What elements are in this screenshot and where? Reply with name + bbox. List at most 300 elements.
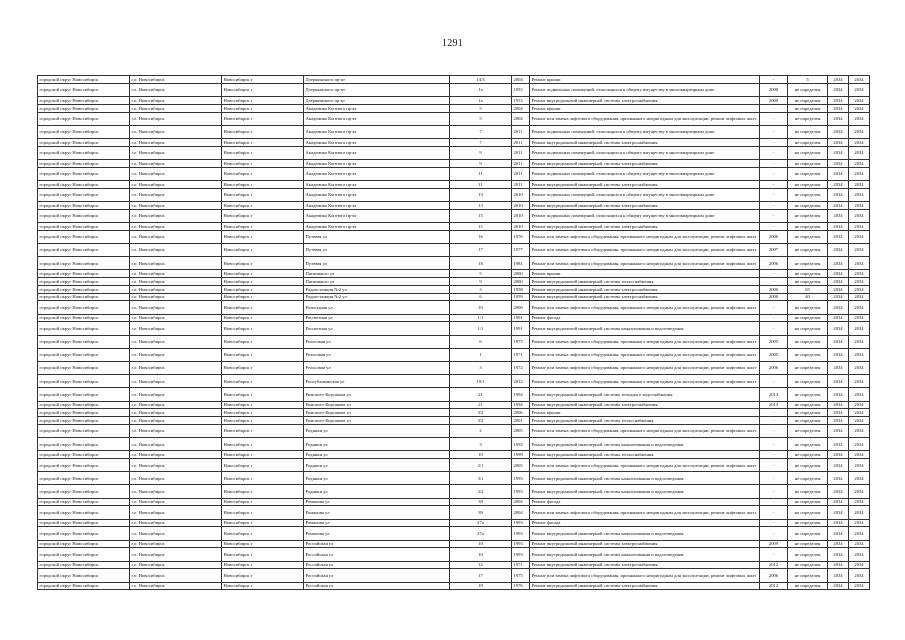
cell-locality: Новосибирск г — [222, 498, 304, 506]
cell-wear-level: не определен — [788, 540, 828, 548]
cell-plan-year-to: 2034 — [849, 76, 870, 84]
cell-house: 18 — [450, 257, 512, 270]
cell-year-built: 1977 — [512, 243, 530, 256]
cell-plan-year-to: 2034 — [849, 519, 870, 527]
cell-street: Академика Коптюга пр-кт — [304, 188, 450, 201]
cell-work-type: Ремонт или замена лифтового оборудования, признанного непригодным для эксплуатации, ремонт лифтовых шахт — [530, 301, 760, 314]
cell-settlement: г.о. Новосибирск — [130, 506, 222, 519]
cell-plan-year-to: 2034 — [849, 278, 870, 286]
cell-locality: Новосибирск г — [222, 335, 304, 348]
cell-house: 3 — [450, 361, 512, 374]
cell-house: 21 — [450, 388, 512, 401]
cell-work-type: Ремонт внутридомовой инженерной системы канализования и водоотведения — [530, 322, 760, 335]
cell-work-type: Ремонт крыши — [530, 76, 760, 84]
cell-plan-year-from: 2034 — [828, 388, 849, 401]
cell-last-repair-year: - — [760, 314, 788, 322]
cell-settlement: г.о. Новосибирск — [130, 348, 222, 361]
cell-year-built: 1993 — [512, 472, 530, 485]
cell-settlement: г.о. Новосибирск — [130, 209, 222, 222]
cell-street: Радиостанции №2 ул — [304, 285, 450, 293]
cell-locality: Новосибирск г — [222, 388, 304, 401]
cell-work-type: Ремонт внутридомовой инженерной системы электроснабжения — [530, 96, 760, 104]
cell-last-repair-year: - — [760, 519, 788, 527]
cell-plan-year-to: 2034 — [849, 322, 870, 335]
cell-locality: Новосибирск г — [222, 270, 304, 278]
cell-street: Академика Коптюга пр-кт — [304, 209, 450, 222]
cell-municipality: городской округ Новосибирск — [38, 76, 130, 84]
cell-wear-level: не определен — [788, 112, 828, 125]
cell-last-repair-year: 2005 — [760, 335, 788, 348]
cell-plan-year-from: 2034 — [828, 548, 849, 561]
cell-last-repair-year: - — [760, 322, 788, 335]
cell-wear-level: не определен — [788, 270, 828, 278]
cell-last-repair-year: - — [760, 424, 788, 437]
cell-settlement: г.о. Новосибирск — [130, 401, 222, 409]
cell-year-built: 2001 — [512, 417, 530, 425]
cell-street: Академика Коптюга пр-кт — [304, 112, 450, 125]
cell-wear-level: 40 — [788, 293, 828, 301]
cell-settlement: г.о. Новосибирск — [130, 388, 222, 401]
cell-plan-year-from: 2034 — [828, 401, 849, 409]
cell-street: Римского-Корсакова ул — [304, 409, 450, 417]
cell-year-built: 1981 — [512, 257, 530, 270]
table-row — [38, 459, 870, 472]
cell-house: 5 — [450, 112, 512, 125]
cell-plan-year-to: 2034 — [849, 167, 870, 180]
cell-municipality: городской округ Новосибирск — [38, 270, 130, 278]
cell-work-type: Ремонт внутридомовой инженерной системы электроснабжения — [530, 561, 760, 569]
table-row — [38, 112, 870, 125]
cell-wear-level: не определен — [788, 485, 828, 498]
cell-year-built: 1991 — [512, 322, 530, 335]
cell-plan-year-to: 2034 — [849, 527, 870, 540]
table-row — [38, 230, 870, 243]
table-row — [38, 96, 870, 104]
cell-locality: Новосибирск г — [222, 409, 304, 417]
cell-work-type: Ремонт внутридомовой инженерной системы электроснабжения — [530, 293, 760, 301]
cell-street: Академика Коптюга пр-кт — [304, 222, 450, 230]
cell-locality: Новосибирск г — [222, 138, 304, 146]
cell-settlement: г.о. Новосибирск — [130, 582, 222, 590]
cell-year-built: 2012 — [512, 375, 530, 388]
cell-settlement: г.о. Новосибирск — [130, 285, 222, 293]
cell-plan-year-from: 2034 — [828, 201, 849, 209]
cell-work-type: Ремонт внутридомовой инженерной системы теплоснабжения — [530, 417, 760, 425]
cell-plan-year-to: 2034 — [849, 96, 870, 104]
cell-municipality: городской округ Новосибирск — [38, 409, 130, 417]
cell-municipality: городской округ Новосибирск — [38, 180, 130, 188]
cell-last-repair-year: 2000 — [760, 83, 788, 96]
cell-wear-level: не определен — [788, 417, 828, 425]
cell-plan-year-from: 2034 — [828, 167, 849, 180]
table-row — [38, 375, 870, 388]
cell-last-repair-year: 2000 — [760, 285, 788, 293]
cell-house: 7 — [450, 125, 512, 138]
cell-year-built: 2004 — [512, 506, 530, 519]
cell-locality: Новосибирск г — [222, 112, 304, 125]
cell-work-type: Ремонт подвальных помещений, относящихся к общему имуществу в многоквартирном доме — [530, 209, 760, 222]
cell-locality: Новосибирск г — [222, 96, 304, 104]
table-row — [38, 201, 870, 209]
cell-locality: Новосибирск г — [222, 257, 304, 270]
cell-year-built: 2010 — [512, 188, 530, 201]
cell-work-type: Ремонт внутридомовой инженерной системы электроснабжения — [530, 401, 760, 409]
cell-house: 19 — [450, 582, 512, 590]
cell-last-repair-year: 2012 — [760, 561, 788, 569]
cell-wear-level: не определен — [788, 125, 828, 138]
cell-locality: Новосибирск г — [222, 459, 304, 472]
cell-locality: Новосибирск г — [222, 548, 304, 561]
cell-municipality: городской округ Новосибирск — [38, 104, 130, 112]
cell-work-type: Ремонт внутридомовой инженерной системы электроснабжения — [530, 159, 760, 167]
cell-plan-year-to: 2034 — [849, 201, 870, 209]
cell-house: 9 — [450, 278, 512, 286]
cell-street: Романова ул — [304, 498, 450, 506]
cell-plan-year-from: 2034 — [828, 96, 849, 104]
cell-plan-year-to: 2034 — [849, 285, 870, 293]
cell-plan-year-from: 2034 — [828, 230, 849, 243]
cell-plan-year-to: 2034 — [849, 83, 870, 96]
cell-plan-year-from: 2034 — [828, 293, 849, 301]
cell-house: 10/1 — [450, 375, 512, 388]
table-row — [38, 519, 870, 527]
cell-street: Российская ул — [304, 569, 450, 582]
cell-locality: Новосибирск г — [222, 180, 304, 188]
cell-municipality: городской округ Новосибирск — [38, 243, 130, 256]
cell-work-type: Ремонт подвальных помещений, относящихся к общему имуществу в многоквартирном доме — [530, 188, 760, 201]
table-row — [38, 138, 870, 146]
cell-municipality: городской округ Новосибирск — [38, 201, 130, 209]
cell-settlement: г.о. Новосибирск — [130, 438, 222, 451]
cell-year-built: 2004 — [512, 498, 530, 506]
table-row — [38, 540, 870, 548]
cell-municipality: городской округ Новосибирск — [38, 459, 130, 472]
cell-settlement: г.о. Новосибирск — [130, 459, 222, 472]
cell-municipality: городской округ Новосибирск — [38, 548, 130, 561]
cell-locality: Новосибирск г — [222, 301, 304, 314]
cell-plan-year-from: 2034 — [828, 314, 849, 322]
cell-plan-year-from: 2034 — [828, 424, 849, 437]
cell-year-built: 1993 — [512, 527, 530, 540]
cell-street: Путевая ул — [304, 257, 450, 270]
cell-last-repair-year: 2006 — [760, 361, 788, 374]
cell-street: Разъездная ул — [304, 301, 450, 314]
cell-municipality: городской округ Новосибирск — [38, 209, 130, 222]
cell-work-type: Ремонт фасада — [530, 314, 760, 322]
cell-last-repair-year: - — [760, 112, 788, 125]
cell-house: 3 — [450, 285, 512, 293]
cell-work-type: Ремонт внутридомовой инженерной системы электроснабжения — [530, 180, 760, 188]
cell-street: Радиостанции №2 ул — [304, 293, 450, 301]
cell-street: Академика Коптюга пр-кт — [304, 125, 450, 138]
cell-municipality: городской округ Новосибирск — [38, 335, 130, 348]
table-row — [38, 180, 870, 188]
cell-plan-year-to: 2034 — [849, 472, 870, 485]
cell-house: 3 — [450, 438, 512, 451]
table-row — [38, 314, 870, 322]
cell-locality: Новосибирск г — [222, 146, 304, 159]
cell-work-type: Ремонт внутридомовой инженерной системы канализования и водоотведения — [530, 527, 760, 540]
cell-house: 1а — [450, 96, 512, 104]
cell-year-built: 1994 — [512, 388, 530, 401]
cell-work-type: Ремонт внутридомовой инженерной системы канализования и водоотведения — [530, 438, 760, 451]
cell-settlement: г.о. Новосибирск — [130, 424, 222, 437]
cell-plan-year-to: 2034 — [849, 388, 870, 401]
cell-last-repair-year: - — [760, 201, 788, 209]
cell-settlement: г.о. Новосибирск — [130, 278, 222, 286]
cell-settlement: г.о. Новосибирск — [130, 243, 222, 256]
cell-wear-level: не определен — [788, 257, 828, 270]
cell-year-built: 2011 — [512, 167, 530, 180]
cell-settlement: г.о. Новосибирск — [130, 201, 222, 209]
cell-street: Родники ул — [304, 459, 450, 472]
cell-plan-year-from: 2034 — [828, 361, 849, 374]
cell-work-type: Ремонт крыши — [530, 270, 760, 278]
cell-house: 5 — [450, 104, 512, 112]
cell-municipality: городской округ Новосибирск — [38, 322, 130, 335]
cell-locality: Новосибирск г — [222, 76, 304, 84]
cell-street: Родники ул — [304, 451, 450, 459]
cell-municipality: городской округ Новосибирск — [38, 417, 130, 425]
cell-house: 9 — [450, 146, 512, 159]
cell-last-repair-year: 2013 — [760, 388, 788, 401]
cell-last-repair-year: - — [760, 527, 788, 540]
cell-wear-level: не определен — [788, 409, 828, 417]
cell-wear-level: не определен — [788, 335, 828, 348]
cell-municipality: городской округ Новосибирск — [38, 96, 130, 104]
cell-wear-level: не определен — [788, 188, 828, 201]
cell-settlement: г.о. Новосибирск — [130, 138, 222, 146]
cell-house: 10 — [450, 301, 512, 314]
cell-settlement: г.о. Новосибирск — [130, 361, 222, 374]
cell-work-type: Ремонт или замена лифтового оборудования, признанного непригодным для эксплуатации, ремонт лифтовых шахт — [530, 506, 760, 519]
cell-last-repair-year: - — [760, 270, 788, 278]
cell-work-type: Ремонт фасада — [530, 519, 760, 527]
cell-street: Путевая ул — [304, 243, 450, 256]
cell-plan-year-from: 2034 — [828, 76, 849, 84]
cell-plan-year-from: 2034 — [828, 498, 849, 506]
table-row — [38, 243, 870, 256]
cell-plan-year-from: 2034 — [828, 112, 849, 125]
table-row — [38, 417, 870, 425]
cell-street: Романова ул — [304, 506, 450, 519]
cell-settlement: г.о. Новосибирск — [130, 548, 222, 561]
page-number: 1291 — [441, 38, 464, 49]
cell-locality: Новосибирск г — [222, 293, 304, 301]
cell-street: Рельсовая ул — [304, 335, 450, 348]
cell-house: 9 — [450, 159, 512, 167]
cell-last-repair-year: 2000 — [760, 96, 788, 104]
cell-plan-year-from: 2034 — [828, 270, 849, 278]
cell-last-repair-year: - — [760, 459, 788, 472]
cell-last-repair-year: - — [760, 278, 788, 286]
cell-municipality: городской округ Новосибирск — [38, 146, 130, 159]
cell-wear-level: не определен — [788, 201, 828, 209]
cell-year-built: 1976 — [512, 230, 530, 243]
cell-plan-year-from: 2034 — [828, 417, 849, 425]
cell-municipality: городской округ Новосибирск — [38, 561, 130, 569]
cell-municipality: городской округ Новосибирск — [38, 348, 130, 361]
cell-locality: Новосибирск г — [222, 519, 304, 527]
cell-last-repair-year: - — [760, 138, 788, 146]
cell-year-built: 2004 — [512, 104, 530, 112]
cell-settlement: г.о. Новосибирск — [130, 519, 222, 527]
cell-work-type: Ремонт внутридомовой инженерной системы электроснабжения — [530, 138, 760, 146]
table-row — [38, 322, 870, 335]
cell-plan-year-to: 2034 — [849, 459, 870, 472]
table-row — [38, 167, 870, 180]
cell-work-type: Ремонт крыши — [530, 104, 760, 112]
cell-house: 15 — [450, 222, 512, 230]
cell-settlement: г.о. Новосибирск — [130, 125, 222, 138]
cell-settlement: г.о. Новосибирск — [130, 472, 222, 485]
cell-street: Российская ул — [304, 540, 450, 548]
cell-plan-year-from: 2034 — [828, 257, 849, 270]
cell-last-repair-year: - — [760, 472, 788, 485]
cell-last-repair-year: - — [760, 167, 788, 180]
cell-work-type: Ремонт внутридомовой инженерной системы холодного водоснабжения — [530, 388, 760, 401]
table-row — [38, 335, 870, 348]
cell-wear-level: не определен — [788, 498, 828, 506]
cell-year-built: 2006 — [512, 409, 530, 417]
cell-locality: Новосибирск г — [222, 104, 304, 112]
cell-year-built: 2011 — [512, 125, 530, 138]
cell-plan-year-from: 2034 — [828, 188, 849, 201]
table-row — [38, 188, 870, 201]
cell-settlement: г.о. Новосибирск — [130, 301, 222, 314]
cell-year-built: 2011 — [512, 138, 530, 146]
cell-plan-year-from: 2034 — [828, 527, 849, 540]
cell-street: Родники ул — [304, 485, 450, 498]
cell-work-type: Ремонт внутридомовой инженерной системы теплоснабжения — [530, 451, 760, 459]
cell-work-type: Ремонт внутридомовой инженерной системы электроснабжения — [530, 201, 760, 209]
cell-locality: Новосибирск г — [222, 540, 304, 548]
cell-wear-level: не определен — [788, 506, 828, 519]
table-row — [38, 222, 870, 230]
cell-year-built: 2000 — [512, 270, 530, 278]
cell-plan-year-to: 2034 — [849, 348, 870, 361]
cell-street: Дзержинского пр-кт — [304, 76, 450, 84]
cell-wear-level: 65 — [788, 285, 828, 293]
cell-street: Путевая ул — [304, 230, 450, 243]
cell-plan-year-from: 2034 — [828, 472, 849, 485]
cell-plan-year-to: 2034 — [849, 270, 870, 278]
cell-municipality: городской округ Новосибирск — [38, 582, 130, 590]
cell-locality: Новосибирск г — [222, 167, 304, 180]
cell-last-repair-year: - — [760, 506, 788, 519]
cell-locality: Новосибирск г — [222, 188, 304, 201]
table-row — [38, 125, 870, 138]
cell-street: Дзержинского пр-кт — [304, 83, 450, 96]
cell-plan-year-to: 2034 — [849, 506, 870, 519]
cell-house: 3/2 — [450, 485, 512, 498]
cell-plan-year-to: 2034 — [849, 375, 870, 388]
cell-locality: Новосибирск г — [222, 527, 304, 540]
cell-last-repair-year: 2013 — [760, 401, 788, 409]
cell-work-type: Ремонт или замена лифтового оборудования, признанного непригодным для эксплуатации, ремонт лифтовых шахт — [530, 459, 760, 472]
cell-municipality: городской округ Новосибирск — [38, 167, 130, 180]
cell-house: 16 — [450, 230, 512, 243]
table-row — [38, 83, 870, 96]
table-row — [38, 561, 870, 569]
cell-plan-year-to: 2034 — [849, 424, 870, 437]
cell-locality: Новосибирск г — [222, 348, 304, 361]
cell-plan-year-to: 2034 — [849, 301, 870, 314]
cell-street: Рельсовая ул — [304, 348, 450, 361]
cell-house: 6 — [450, 335, 512, 348]
cell-locality: Новосибирск г — [222, 582, 304, 590]
cell-last-repair-year: - — [760, 188, 788, 201]
table-row — [38, 257, 870, 270]
cell-wear-level: не определен — [788, 96, 828, 104]
table-row — [38, 76, 870, 84]
cell-plan-year-from: 2034 — [828, 278, 849, 286]
cell-plan-year-to: 2034 — [849, 451, 870, 459]
cell-plan-year-to: 2034 — [849, 548, 870, 561]
cell-work-type: Ремонт или замена лифтового оборудования, признанного непригодным для эксплуатации, ремонт лифтовых шахт — [530, 335, 760, 348]
cell-year-built: 1976 — [512, 582, 530, 590]
cell-year-built: 1975 — [512, 335, 530, 348]
cell-wear-level: не определен — [788, 472, 828, 485]
cell-plan-year-from: 2034 — [828, 582, 849, 590]
cell-year-built: 1971 — [512, 561, 530, 569]
cell-wear-level: не определен — [788, 159, 828, 167]
cell-work-type: Ремонт крыши — [530, 409, 760, 417]
cell-plan-year-to: 2034 — [849, 125, 870, 138]
cell-last-repair-year: - — [760, 375, 788, 388]
table-row — [38, 548, 870, 561]
cell-street: Романова ул — [304, 527, 450, 540]
cell-wear-level: не определен — [788, 438, 828, 451]
cell-plan-year-to: 2034 — [849, 222, 870, 230]
cell-wear-level: не определен — [788, 582, 828, 590]
cell-wear-level: не определен — [788, 561, 828, 569]
cell-work-type: Ремонт или замена лифтового оборудования, признанного непригодным для эксплуатации, ремонт лифтовых шахт — [530, 257, 760, 270]
cell-locality: Новосибирск г — [222, 243, 304, 256]
cell-locality: Новосибирск г — [222, 438, 304, 451]
cell-house: 11 — [450, 180, 512, 188]
table-row — [38, 409, 870, 417]
cell-work-type: Ремонт внутридомовой инженерной системы канализования и водоотведения — [530, 485, 760, 498]
table-row — [38, 270, 870, 278]
cell-street: Пятницкого ул — [304, 270, 450, 278]
cell-municipality: городской округ Новосибирск — [38, 314, 130, 322]
cell-year-built: 1953 — [512, 96, 530, 104]
cell-plan-year-from: 2034 — [828, 335, 849, 348]
cell-plan-year-to: 2034 — [849, 188, 870, 201]
cell-plan-year-to: 2034 — [849, 417, 870, 425]
table-row — [38, 527, 870, 540]
cell-plan-year-from: 2034 — [828, 322, 849, 335]
cell-plan-year-to: 2034 — [849, 438, 870, 451]
cell-wear-level: не определен — [788, 104, 828, 112]
cell-house: 17 — [450, 569, 512, 582]
table-row — [38, 278, 870, 286]
cell-street: Академика Коптюга пр-кт — [304, 159, 450, 167]
cell-work-type: Ремонт или замена лифтового оборудования, признанного непригодным для эксплуатации, ремонт лифтовых шахт — [530, 424, 760, 437]
cell-plan-year-to: 2034 — [849, 361, 870, 374]
cell-municipality: городской округ Новосибирск — [38, 569, 130, 582]
cell-last-repair-year: - — [760, 451, 788, 459]
cell-municipality: городской округ Новосибирск — [38, 472, 130, 485]
cell-house: 7 — [450, 138, 512, 146]
cell-plan-year-to: 2034 — [849, 498, 870, 506]
cell-house: 10 — [450, 548, 512, 561]
cell-year-built: 1992 — [512, 438, 530, 451]
cell-plan-year-to: 2034 — [849, 112, 870, 125]
cell-house: 1/1 — [450, 322, 512, 335]
cell-house: 17 — [450, 243, 512, 256]
